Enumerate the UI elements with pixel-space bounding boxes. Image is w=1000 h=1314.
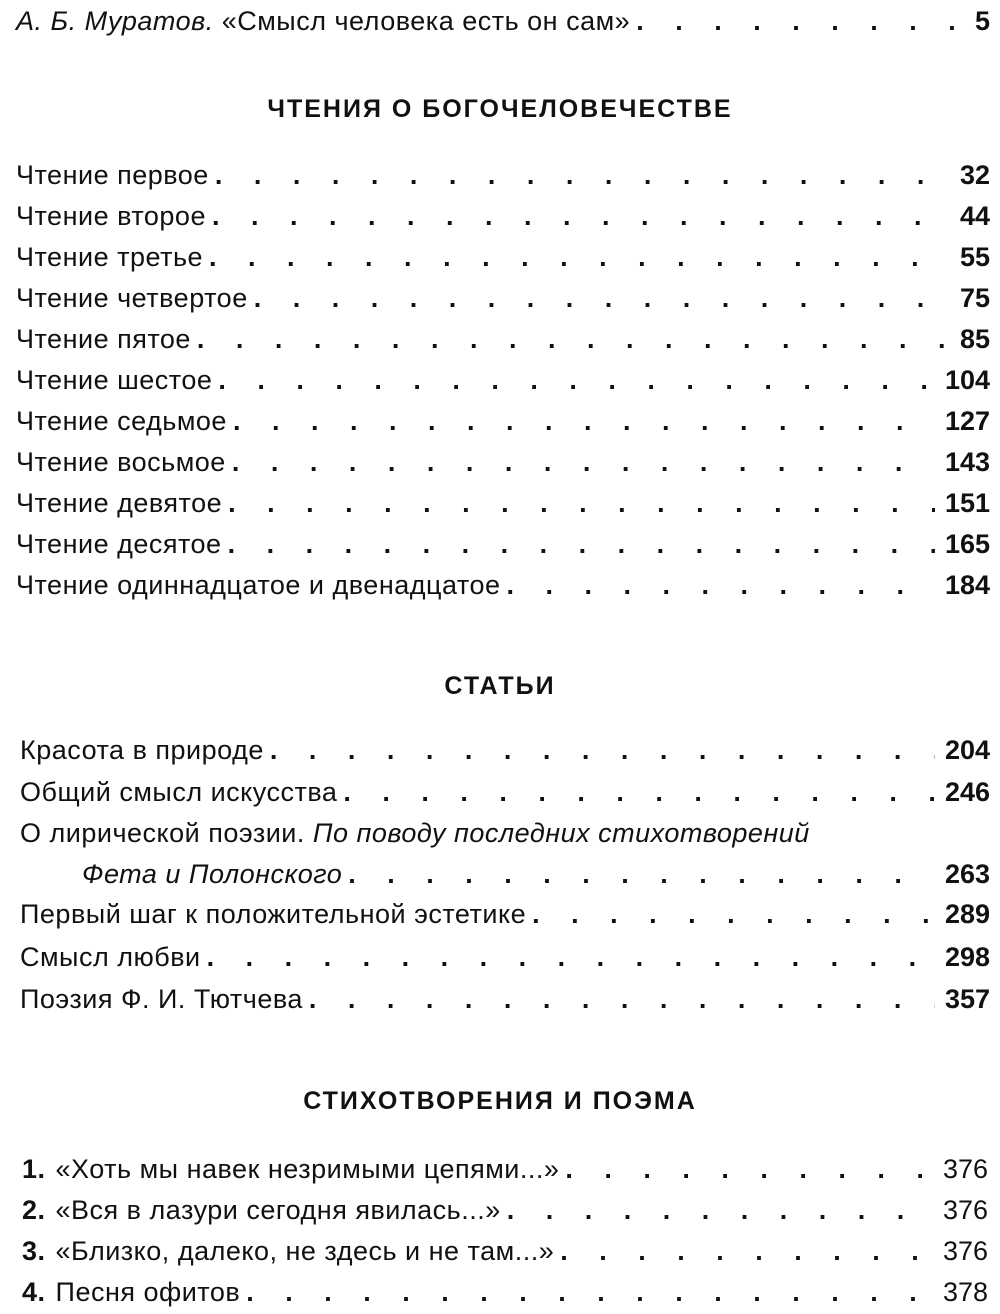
page-number: 75 <box>959 283 990 313</box>
toc-entry[interactable] <box>82 857 990 891</box>
toc-entry[interactable] <box>22 1152 988 1186</box>
item-number: 1. <box>22 1154 46 1184</box>
page-number: 85 <box>959 324 990 354</box>
entry-subtitle: По поводу последних стихотворений <box>312 818 810 848</box>
dot-leader <box>303 982 935 1016</box>
entry-title: Чтение пятое <box>16 324 191 354</box>
page-number: 55 <box>959 242 990 272</box>
toc-entry[interactable] <box>16 240 990 274</box>
dot-leader <box>209 158 950 192</box>
toc-entry-line1[interactable] <box>20 816 994 850</box>
entry-title <box>22 1152 559 1186</box>
entry-title: Чтение четвертое <box>16 283 248 313</box>
section-heading-poems: СТИХОТВОРЕНИЯ И ПОЭМА <box>303 1087 697 1115</box>
entry-subtitle-cont: Фета и Полонского <box>82 859 343 889</box>
entry-title: Чтение восьмое <box>16 447 226 477</box>
page-number: 376 <box>942 1154 988 1184</box>
toc-entry[interactable] <box>22 1275 988 1309</box>
poem-title: Песня офитов <box>55 1277 241 1307</box>
poem-title: «Хоть мы навек незримыми цепями...» <box>55 1154 560 1184</box>
toc-entry[interactable] <box>20 733 990 767</box>
dot-leader <box>222 527 935 561</box>
entry-title: Чтение первое <box>16 160 209 190</box>
toc-entry[interactable] <box>22 1193 988 1227</box>
toc-entry[interactable] <box>22 1234 988 1268</box>
dot-leader <box>559 1152 933 1186</box>
dot-leader <box>212 363 935 397</box>
poem-title: «Близко, далеко, не здесь и не там...» <box>55 1236 555 1266</box>
entry-title: Чтение десятое <box>16 529 222 559</box>
entry-title: Чтение второе <box>16 201 206 231</box>
entry-title: Общий смысл искусства <box>20 777 338 807</box>
entry-title: Чтение шестое <box>16 365 213 395</box>
toc-entry[interactable] <box>16 199 990 233</box>
entry-title <box>22 1193 501 1227</box>
toc-entry[interactable] <box>16 568 990 602</box>
poem-title: «Вся в лазури сегодня явилась...» <box>55 1195 501 1225</box>
page-number: 376 <box>942 1195 988 1225</box>
dot-leader <box>554 1234 933 1268</box>
page-number: 246 <box>944 777 990 807</box>
page-number: 289 <box>944 899 990 929</box>
page-number: 104 <box>944 365 990 395</box>
page-number: 143 <box>944 447 990 477</box>
toc-entry[interactable] <box>20 897 990 931</box>
entry-title <box>22 1275 240 1309</box>
dot-leader <box>226 445 935 479</box>
author-name: А. Б. Муратов. <box>16 6 214 36</box>
toc-entry[interactable] <box>16 445 990 479</box>
entry-title <box>16 4 630 38</box>
toc-entry[interactable] <box>16 404 990 438</box>
toc-entry[interactable] <box>20 940 990 974</box>
dot-leader <box>201 940 935 974</box>
entry-title: Красота в природе <box>20 735 264 765</box>
dot-leader <box>630 4 965 38</box>
entry-title: Первый шаг к положительной эстетике <box>20 899 527 929</box>
page-number: 151 <box>944 488 990 518</box>
page-number: 378 <box>942 1277 988 1307</box>
page-number: 32 <box>959 160 990 190</box>
entry-title: Чтение третье <box>16 242 204 272</box>
toc-entry[interactable] <box>20 775 990 809</box>
dot-leader <box>526 897 935 931</box>
page-number: 263 <box>944 859 990 889</box>
page-number: 44 <box>959 201 990 231</box>
toc-entry[interactable] <box>16 363 990 397</box>
toc-entry-intro[interactable] <box>16 4 990 38</box>
item-number: 4. <box>22 1277 46 1307</box>
dot-leader <box>342 857 935 891</box>
page-number: 184 <box>944 570 990 600</box>
entry-title: О лирической поэзии. <box>20 818 305 848</box>
toc-entry[interactable] <box>16 158 990 192</box>
dot-leader <box>191 322 950 356</box>
dot-leader <box>222 486 935 520</box>
entry-title <box>22 1234 554 1268</box>
toc-entry[interactable] <box>20 982 990 1016</box>
toc-entry[interactable] <box>16 527 990 561</box>
intro-title: «Смысл человека есть он сам» <box>221 6 631 36</box>
toc-entry[interactable] <box>16 486 990 520</box>
dot-leader <box>248 281 950 315</box>
entry-title: Чтение одиннадцатое и двенадцатое <box>16 570 501 600</box>
page-number: 204 <box>944 735 990 765</box>
dot-leader <box>337 775 935 809</box>
entry-title: Поэзия Ф. И. Тютчева <box>20 984 303 1014</box>
page-number: 376 <box>942 1236 988 1266</box>
item-number: 3. <box>22 1236 46 1266</box>
entry-title: Чтение седьмое <box>16 406 227 436</box>
dot-leader <box>240 1275 933 1309</box>
dot-leader <box>264 733 935 767</box>
section-heading-articles: СТАТЬИ <box>444 672 556 700</box>
entry-title: Смысл любви <box>20 942 201 972</box>
toc-entry[interactable] <box>16 322 990 356</box>
dot-leader <box>227 404 935 438</box>
entry-title: Чтение девятое <box>16 488 223 518</box>
section-heading-readings: ЧТЕНИЯ О БОГОЧЕЛОВЕЧЕСТВЕ <box>267 95 733 123</box>
page-number: 127 <box>944 406 990 436</box>
toc-entry[interactable] <box>16 281 990 315</box>
dot-leader <box>203 240 950 274</box>
page-number: 357 <box>944 984 990 1014</box>
page-number: 5 <box>974 6 990 36</box>
page-number: 165 <box>944 529 990 559</box>
item-number: 2. <box>22 1195 46 1225</box>
page-number: 298 <box>944 942 990 972</box>
dot-leader <box>501 1193 933 1227</box>
dot-leader <box>500 568 934 602</box>
dot-leader <box>206 199 950 233</box>
